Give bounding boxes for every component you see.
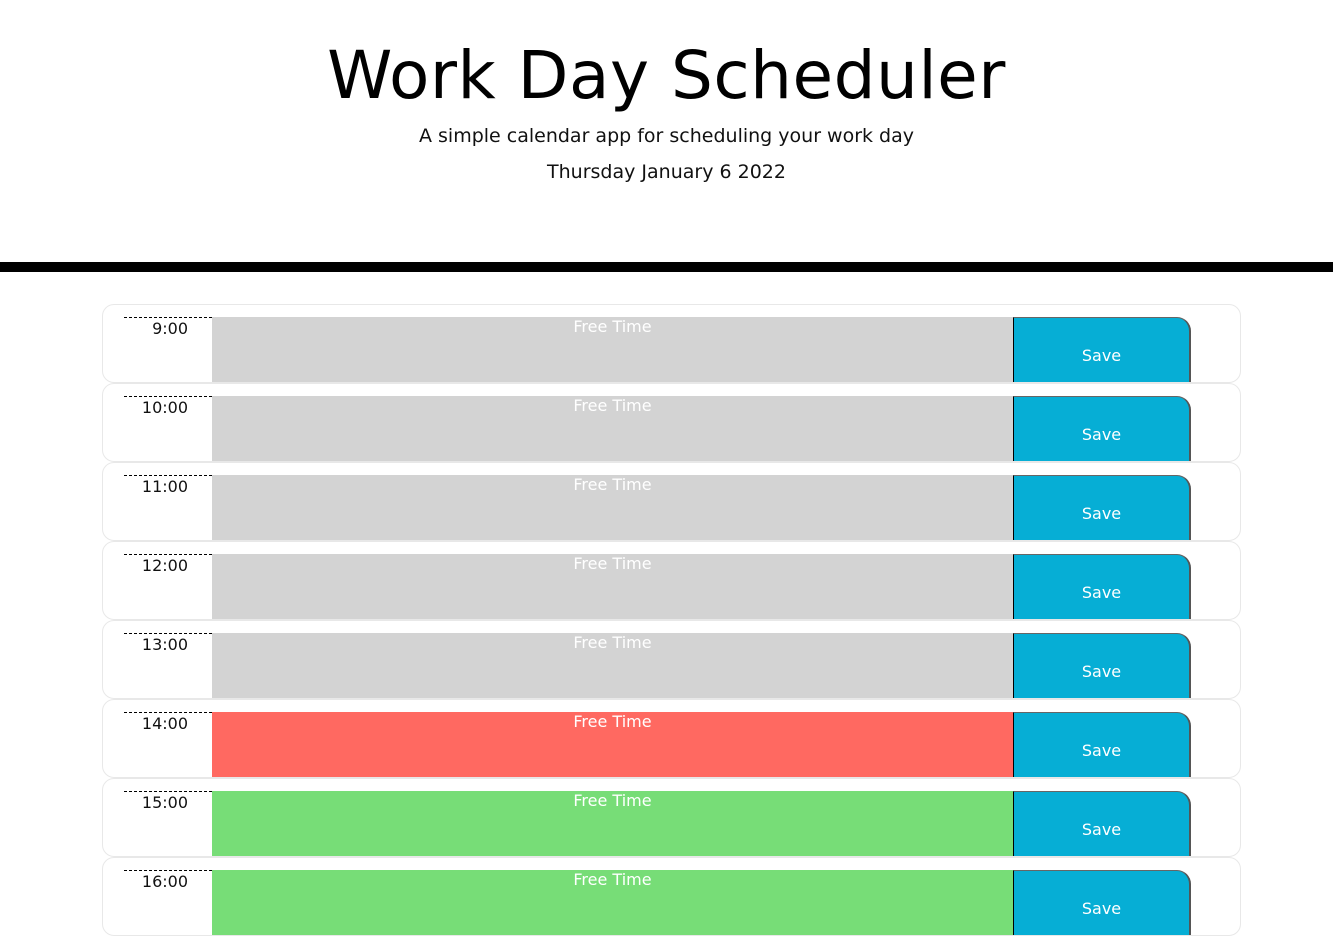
time-block <box>102 699 1241 778</box>
hour-label: 12:00 <box>124 554 212 619</box>
event-text: Free Time <box>573 870 652 889</box>
save-button[interactable]: Save <box>1013 791 1191 856</box>
save-button[interactable]: Save <box>1013 554 1191 619</box>
event-description[interactable] <box>212 870 1013 935</box>
event-text: Free Time <box>573 396 652 415</box>
event-text: Free Time <box>573 554 652 573</box>
event-description[interactable] <box>212 396 1013 461</box>
event-description[interactable] <box>212 317 1013 382</box>
save-button[interactable]: Save <box>1013 475 1191 540</box>
event-description[interactable] <box>212 712 1013 777</box>
current-day: Thursday January 6 2022 <box>547 161 786 183</box>
event-description[interactable] <box>212 554 1013 619</box>
time-block <box>102 857 1241 936</box>
header <box>0 0 1333 262</box>
save-button[interactable]: Save <box>1013 870 1191 935</box>
save-button[interactable]: Save <box>1013 712 1191 777</box>
page-title: Work Day Scheduler <box>327 37 1006 114</box>
time-block <box>102 778 1241 857</box>
page-subtitle: A simple calendar app for scheduling your work day <box>418 125 915 147</box>
hour-label: 10:00 <box>124 396 212 461</box>
time-block <box>102 620 1241 699</box>
event-text: Free Time <box>573 475 652 494</box>
save-button[interactable]: Save <box>1013 633 1191 698</box>
event-text: Free Time <box>573 712 652 731</box>
event-description[interactable] <box>212 475 1013 540</box>
hour-label: 11:00 <box>124 475 212 540</box>
event-text: Free Time <box>573 317 652 336</box>
hour-label: 15:00 <box>124 791 212 856</box>
time-block <box>102 383 1241 462</box>
event-description[interactable] <box>212 633 1013 698</box>
save-button[interactable]: Save <box>1013 317 1191 382</box>
hour-label: 14:00 <box>124 712 212 777</box>
event-text: Free Time <box>573 791 652 810</box>
hour-label: 16:00 <box>124 870 212 935</box>
time-block <box>102 541 1241 620</box>
hour-label: 13:00 <box>124 633 212 698</box>
event-text: Free Time <box>573 633 652 652</box>
header-divider <box>0 262 1333 272</box>
time-block <box>102 462 1241 541</box>
time-block <box>102 304 1241 383</box>
save-button[interactable]: Save <box>1013 396 1191 461</box>
hour-label: 9:00 <box>124 317 212 382</box>
event-description[interactable] <box>212 791 1013 856</box>
